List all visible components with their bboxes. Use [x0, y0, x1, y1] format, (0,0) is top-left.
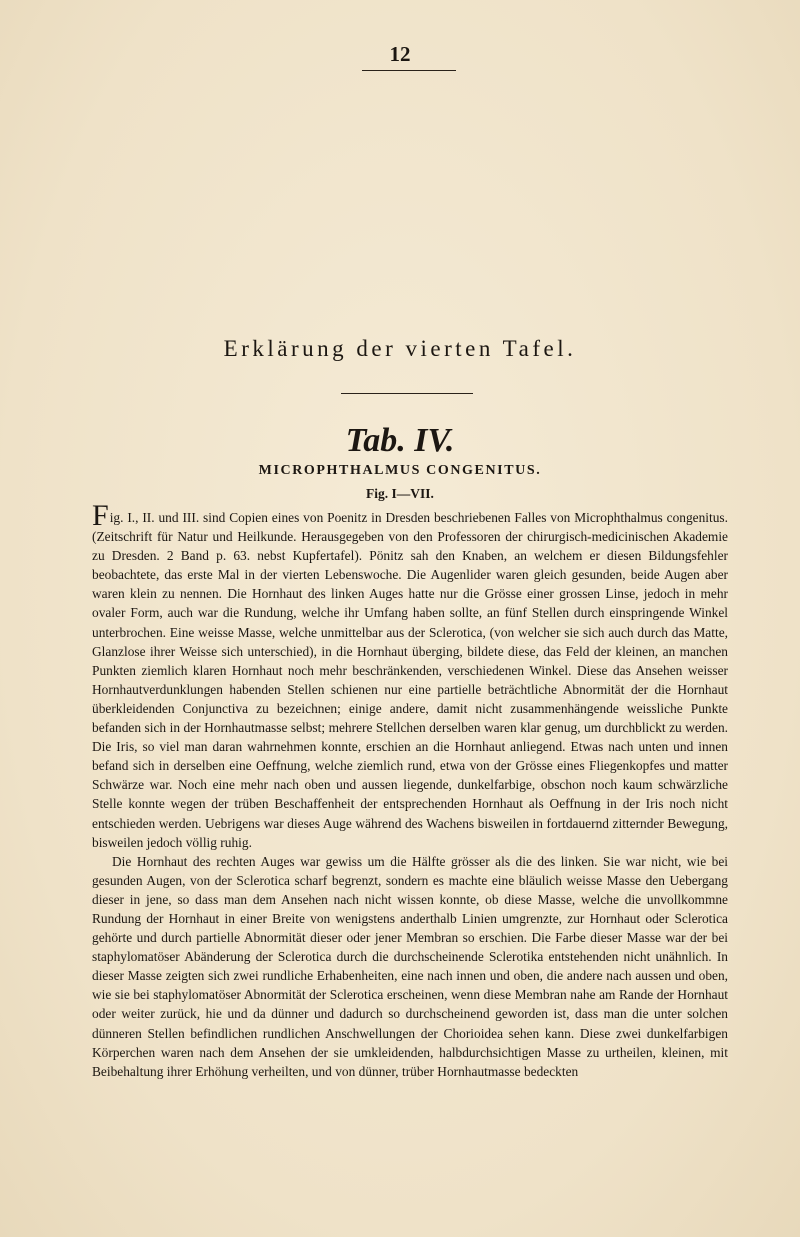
plate-title: Tab. IV.: [345, 422, 455, 459]
heading-rule: [341, 393, 473, 394]
paragraph-1: [92, 499, 728, 852]
paragraph-1-text: ig. I., II. und III. sind Copien eines von Poenitz in Dresden beschriebenen Falles von Microphthalmus congenitus. (Zeitschrift für Natur und Heilkunde. Herausgegeben von den Professoren der chirurgisch-medicinischen Akademie zu Dresden. 2 Band p. 63. nebst Kupfertafel). Pönitz sah den Knaben, an welchem er diesen Bildungsfehler beobachtete, das erste Mal in der vierten Lebenswoche. Die Augenlider waren gleich gesunden, beide Augen aber waren klein zu nennen. Die Hornhaut des linken Auges hatte nur die Grösse einer grossen Linse, jedoch in mehr ovaler Form, auch war die Rundung, welche ihr Umfang haben sollte, an fünf Stellen durch einspringende Winkel unterbrochen. Eine weisse Masse, welche unmittelbar aus der Sclerotica, (von welcher sie sich auch durch das Matte, Glanzlose ihrer Weisse sich unterschied), in die Hornhaut überging, bildete diese, das Feld der kleinen, an manchen Punkten ziemlich klaren Hornhaut noch mehr beschränkenden, verschiedenen Winkel. Diese das Ansehen weisser Hornhautverdunklungen habenden Stellen schienen nur eine partielle beträchtliche Abnormität der die Hornhaut überkleidenden Conjunctiva zu bezeichnen; einige andere, damit nicht zusammenhängende weissliche Punkte befanden sich in der Hornhautmasse selbst; mehrere Stellchen derselben waren klar genug, um durchblickt zu werden. Die Iris, so viel man daran wahrnehmen konnte, erschien an die Hornhaut anliegend. Etwas nach unten und innen befand sich in derselben eine Oeffnung, welche ziemlich rund, etwa von der Grösse eines Fliegenkopfes und matter Schwärze war. Noch eine mehr nach oben und aussen liegende, dunkelfarbige, obschon noch kaum schwärzliche Stelle konnte wegen der trüben Beschaffenheit der entsprechenden Hornhaut als Oeffnung in der Iris noch nicht entschieden werden. Uebrigens war dieses Auge während des Wachens bisweilen in fortdauernd zitternder Bewegung, bisweilen jedoch völlig ruhig.: [92, 510, 728, 850]
header-rule: [362, 70, 456, 71]
plate-subject: MICROPHTHALMUS CONGENITUS.: [258, 463, 542, 478]
paragraph-2: Die Hornhaut des rechten Auges war gewiss um die Hälfte grösser als die des linken. Sie war nicht, wie bei gesunden Augen, von der Sclerotica scharf begrenzt, sondern es machte eine bläulich weisse Masse den Uebergang dieser in jene, so dass man dem Ansehen nach nicht wissen konnte, ob diese Masse, welche die unvollkommne Rundung der Hornhaut in einer Breite von wenigstens anderthalb Linien umgrenzte, zur Hornhaut oder Sclerotica gehörte und durch partielle Abnormität dieser oder jener Membran so erschien. Die Farbe dieser Masse war der bei staphylomatöser Abänderung der Sclerotica durch die durchscheinende Sclerotika entstehenden nicht unähnlich. In dieser Masse zeigten sich zwei rundliche Erhabenheiten, eine nach innen und oben, die andere nach aussen und oben, wie sie bei staphylomatöser Abnormität der Sclerotica erscheinen, wenn diese Membran nahe am Rande der Hornhaut oder weiter zurück, hie und da dünner und dadurch so durchscheinend geworden ist, dass man die unter solchen dünneren Stellen befindlichen rundlichen Anschwellungen der Chorioidea sehen kann. Diese zwei dunkelfarbigen Körperchen waren nach dem Ansehen der sie umkleidenden, halbdurchsichtigen Masse zu urtheilen, kleinen, mit Beibehaltung ihrer Erhöhung verheilten, und von dünner, trüber Hornhautmasse bedeckten: [92, 853, 728, 1079]
main-heading: Erklärung der vierten Tafel.: [223, 336, 577, 361]
page-number: 12: [389, 42, 411, 66]
figure-range: Fig. I—VII.: [366, 486, 434, 501]
body-text: [92, 499, 728, 1081]
drop-cap: F: [92, 499, 109, 532]
